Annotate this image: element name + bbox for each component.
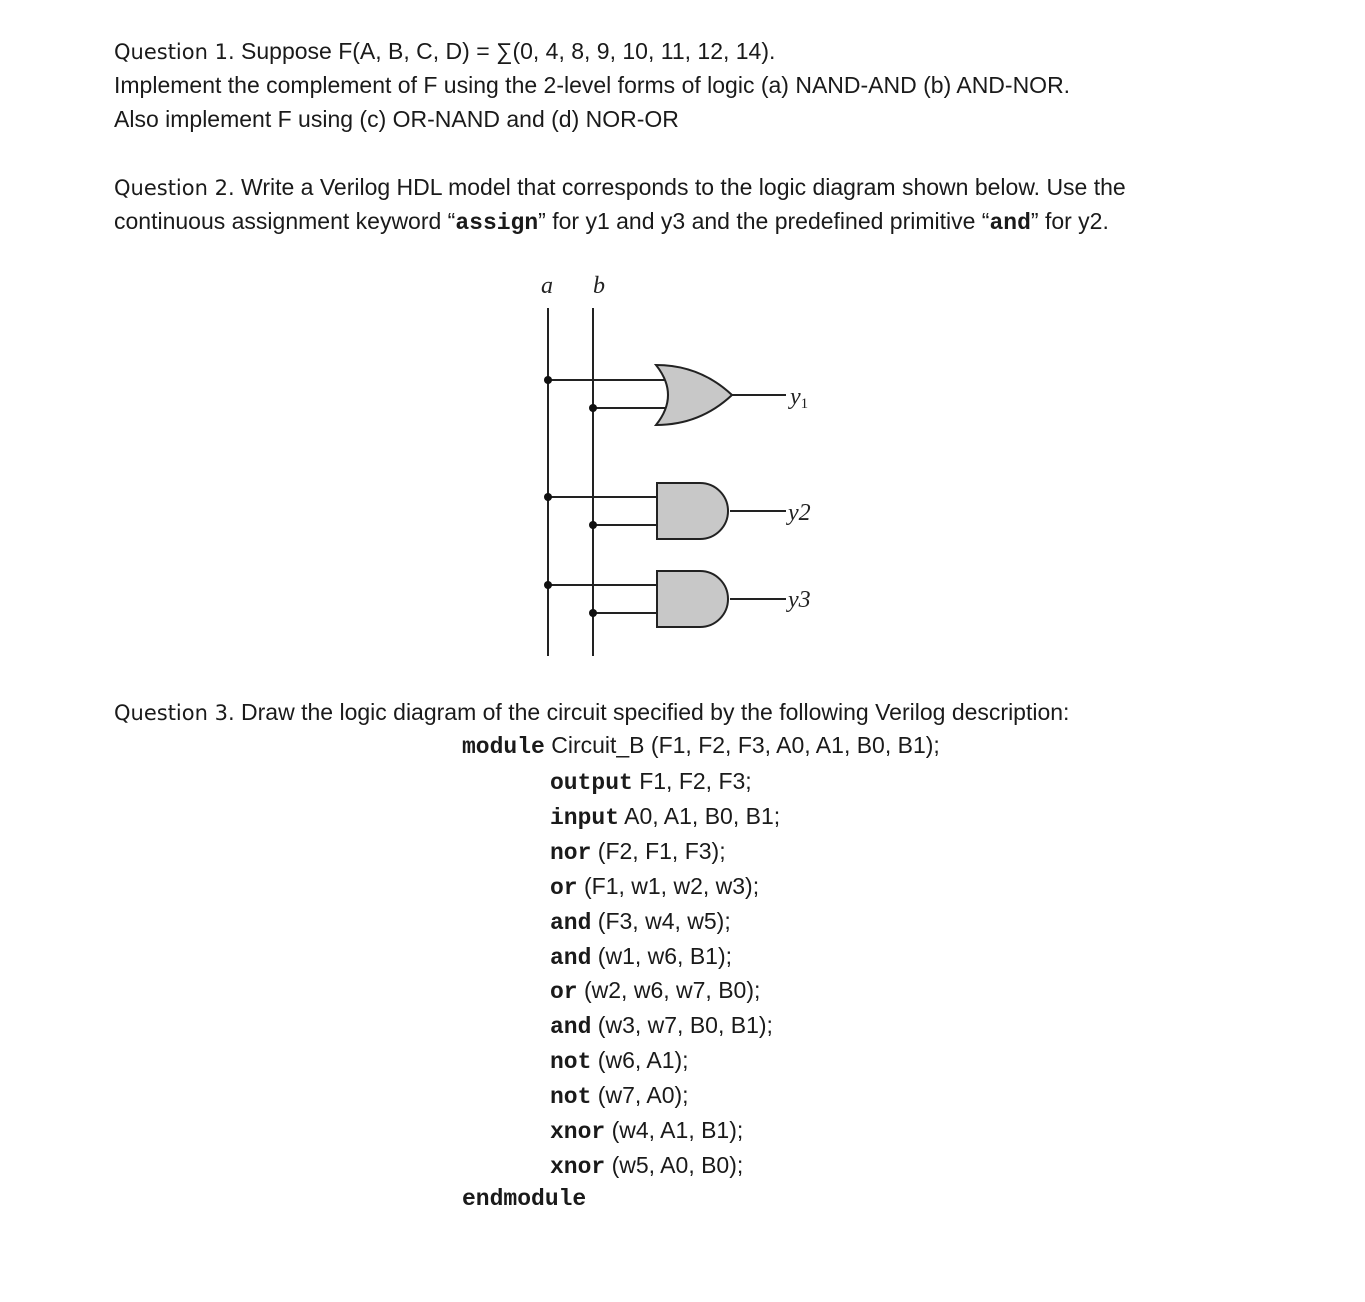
code-keyword: not (550, 1049, 592, 1076)
q2-text-2a: continuous assignment keyword “ (114, 208, 456, 234)
code-line (550, 904, 731, 941)
q2-label: Question 2. (114, 176, 235, 200)
q2-text-2b: ” for y1 and y3 and the predefined primitive “ (538, 208, 990, 234)
output-y3-label: y3 (788, 587, 811, 613)
code-args: (w3, w7, B0, B1); (591, 1012, 773, 1039)
code-line (550, 869, 759, 906)
code-line (550, 1043, 689, 1080)
q1-label: Question 1. (114, 40, 235, 64)
code-args: (F1, w1, w2, w3); (577, 872, 760, 899)
q1-line2: Implement the complement of F using the 2-level forms of logic (a) NAND-AND (b) AND-NOR. (114, 72, 1071, 98)
code-args: (w4, A1, B1); (605, 1117, 744, 1143)
code-args: (w5, A0, B0); (605, 1151, 744, 1178)
and-keyword: and (989, 210, 1031, 236)
code-keyword: nor (550, 839, 592, 866)
code-keyword: and (550, 1014, 592, 1041)
code-args: F1, F2, F3; (632, 768, 752, 794)
code-keyword: xnor (550, 1153, 606, 1180)
code-line (550, 1078, 689, 1115)
q3-label: Question 3. (114, 701, 235, 725)
code-keyword: and (550, 909, 592, 936)
code-keyword: and (550, 944, 592, 971)
code-line (550, 834, 726, 871)
code-line (550, 1008, 773, 1045)
module-header (462, 728, 940, 765)
code-keyword: xnor (550, 1119, 606, 1145)
code-args: (F3, w4, w5); (591, 907, 731, 934)
code-args: (F2, F1, F3); (591, 837, 726, 864)
module-keyword: module (462, 734, 545, 760)
output-y2-label: y2 (788, 500, 811, 526)
q3-line1 (114, 695, 1069, 730)
q1-line3: Also implement F using (c) OR-NAND and (d) NOR-OR (114, 106, 679, 132)
code-args: (w6, A1); (591, 1047, 689, 1074)
code-args: A0, A1, B0, B1; (619, 802, 781, 829)
code-keyword: or (550, 979, 578, 1006)
code-args: (w1, w6, B1); (591, 942, 733, 969)
q1-text-1: Suppose F(A, B, C, D) = ∑(0, 4, 8, 9, 10, 11, 12, 14). (234, 38, 776, 64)
code-keyword: not (550, 1084, 592, 1111)
code-line (550, 799, 780, 836)
output-y1-label: y1 (790, 384, 809, 412)
q2-text-1: Write a Verilog HDL model that corresponds to the logic diagram shown below. Use the (234, 174, 1126, 200)
code-keyword: input (550, 804, 620, 831)
endmodule-keyword: endmodule (462, 1186, 587, 1212)
code-line (550, 764, 752, 801)
and-gate-y3 (657, 571, 728, 627)
endmodule-line (462, 1180, 586, 1217)
input-a-label: a (541, 273, 553, 299)
input-b-label: b (593, 273, 605, 299)
assign-keyword: assign (455, 210, 539, 236)
q2-text-2c: ” for y2. (1030, 208, 1109, 234)
or-gate-y1 (656, 365, 732, 425)
code-keyword: output (550, 770, 633, 796)
code-args: (w7, A0); (591, 1082, 689, 1109)
q3-text-1: Draw the logic diagram of the circuit specified by the following Verilog description: (234, 699, 1070, 725)
code-line (550, 939, 732, 976)
code-line (550, 973, 760, 1010)
code-args: (w2, w6, w7, B0); (577, 977, 761, 1004)
and-gate-y2 (657, 483, 728, 539)
module-signature: Circuit_B (F1, F2, F3, A0, A1, B0, B1); (544, 732, 940, 758)
code-line (550, 1113, 743, 1150)
code-keyword: or (550, 874, 578, 901)
